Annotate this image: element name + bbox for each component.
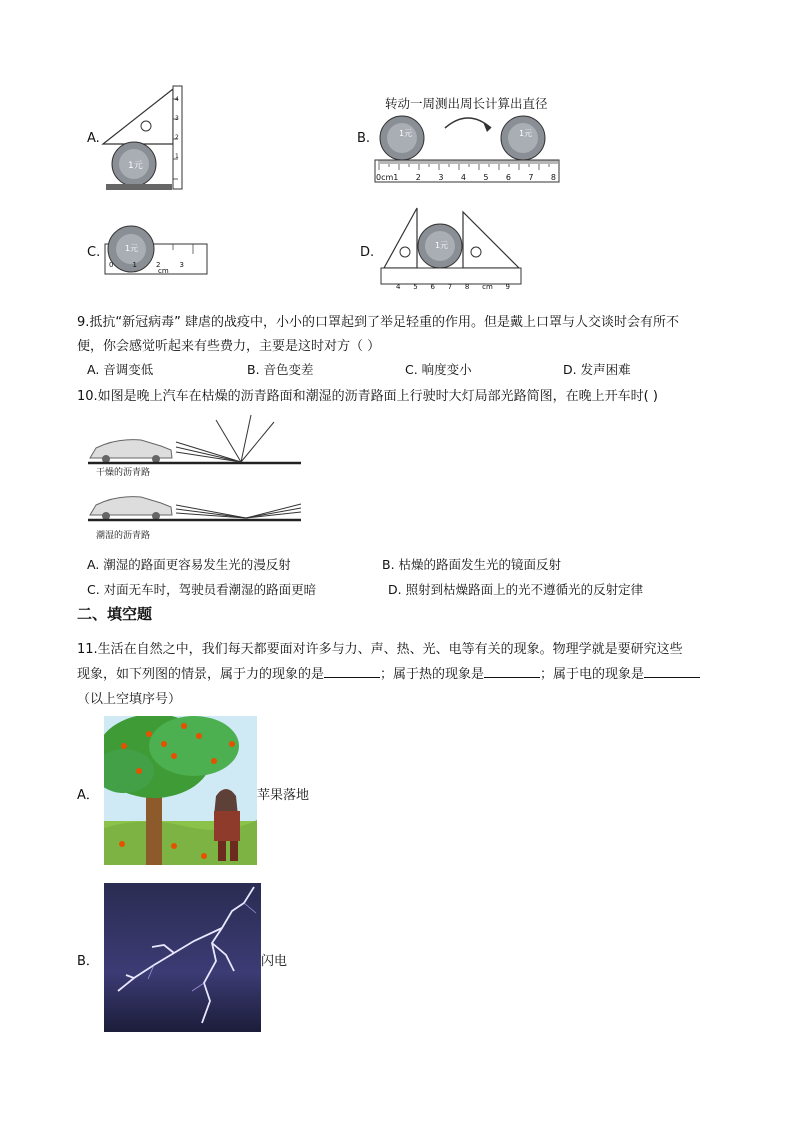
q8-option-a-label: A.: [87, 131, 100, 146]
q8-option-d-label: D.: [360, 245, 375, 260]
dry-road-label: 干燥的沥青路: [96, 468, 151, 478]
wet-road-label: 潮湿的沥青路: [96, 531, 151, 541]
coin-on-ruler-figure-c: [103, 224, 211, 280]
item-b-letter: B．: [77, 954, 99, 969]
svg-text:1元: 1元: [128, 161, 143, 171]
ruler-c-labels: [109, 261, 184, 269]
q8-b-caption: 转动一周测出周长计算出直径: [385, 96, 548, 111]
ruler-b-tick: 8: [550, 173, 556, 182]
q8-option-c-label: C.: [87, 245, 101, 260]
q10-option-b[interactable]: B. 枯燥的路面发生光的镜面反射: [382, 557, 562, 572]
ruler-b-tick: 0cm1: [376, 173, 399, 182]
ruler-d-tick: 9: [505, 283, 510, 291]
q10-option-d[interactable]: D. 照射到枯燥路面上的光不遵循光的反射定律: [388, 582, 644, 597]
apple-tree-newton-image: [104, 716, 257, 865]
answer-blank-force[interactable]: [324, 665, 380, 678]
ruler-b-tick: 7: [528, 173, 534, 182]
ruler-d-tick: 4: [396, 283, 401, 291]
ruler-a-tick: 2: [175, 134, 179, 141]
q9-option-c[interactable]: C. 响度变小: [405, 362, 472, 377]
ruler-d-tick: 7: [447, 283, 453, 291]
ruler-b-tick: 4: [460, 173, 466, 182]
ruler-d-tick: 5: [413, 283, 418, 291]
q11-stem-line1: 11.生活在自然之中，我们每天都要面对许多与力、声、热、光、电等有关的现象。物理学就是要研究这些: [77, 642, 683, 657]
ruler-b-labels: [376, 173, 556, 182]
ruler-c-tick: 0: [109, 261, 114, 269]
ruler-d-tick: 8: [464, 283, 470, 291]
ruler-a-tick: 1: [175, 153, 179, 160]
coin-text: 1元: [125, 244, 139, 253]
q9-stem-line1: 9.抵抗“新冠病毒” 肆虐的战疫中，小小的口罩起到了举足轻重的作用。但是戴上口罩与人交谈时会有所不: [77, 315, 680, 330]
q9-stem-line2: 便，你会感觉听起来有些费力，主要是这时对方（ ）: [77, 339, 381, 354]
answer-blank-electric[interactable]: [644, 665, 700, 678]
ruler-c-unit: cm: [158, 267, 169, 275]
item-b-caption: 闪电: [261, 954, 288, 969]
coin-text: 1元: [435, 241, 449, 250]
car-icon: [90, 440, 172, 463]
ruler-d-tick: cm: [482, 283, 493, 291]
coin-text: 1元: [519, 129, 533, 138]
answer-blank-heat[interactable]: [484, 665, 540, 678]
ruler-d-tick: 6: [430, 283, 435, 291]
ruler-c-tick: 1: [132, 261, 137, 269]
section-title: 二、填空题: [77, 605, 153, 623]
car-icon: [90, 497, 172, 520]
q10-option-c[interactable]: C. 对面无车时，驾驶员看潮湿的路面更暗: [87, 582, 317, 597]
ruler-a-labels: [175, 96, 179, 160]
ruler-b-tick: 6: [505, 173, 511, 182]
ruler-c-tick: 3: [179, 261, 184, 269]
q11-text: ；属于电的现象是: [540, 667, 645, 682]
q8-option-b-label: B.: [357, 131, 371, 146]
ruler-d-labels: [396, 283, 510, 291]
item-a-letter: A．: [77, 788, 99, 803]
ruler-b-tick: 2: [415, 173, 421, 182]
ruler-b-tick: 3: [438, 173, 444, 182]
q10-option-a[interactable]: A. 潮湿的路面更容易发生光的漫反射: [87, 557, 291, 572]
ruler-a-tick: 4: [175, 96, 179, 103]
coin-text: 1元: [399, 129, 413, 138]
q10-stem: 10.如图是晚上汽车在枯燥的沥青路面和潮湿的沥青路面上行驶时大灯局部光路简图，在晚上开车时( ): [77, 389, 658, 404]
lightning-image: [104, 883, 261, 1032]
q9-option-a[interactable]: A. 音调变低: [87, 362, 154, 377]
ruler-a-tick: 3: [175, 115, 179, 122]
q11-stem-line3: （以上空填序号）: [77, 692, 182, 707]
coin-between-triangles-figure-d: [379, 206, 524, 294]
item-a-caption: 苹果落地: [257, 788, 310, 803]
q9-option-b[interactable]: B. 音色变差: [247, 362, 314, 377]
q11-text: ；属于热的现象是: [380, 667, 485, 682]
ruler-b-tick: 5: [483, 173, 489, 182]
q9-option-d[interactable]: D. 发声困难: [563, 362, 631, 377]
q11-stem-line2: [77, 663, 700, 682]
ruler-c-tick: 2: [156, 261, 161, 269]
q11-text: 现象，如下列图的情景，属于力的现象的是: [77, 667, 325, 682]
